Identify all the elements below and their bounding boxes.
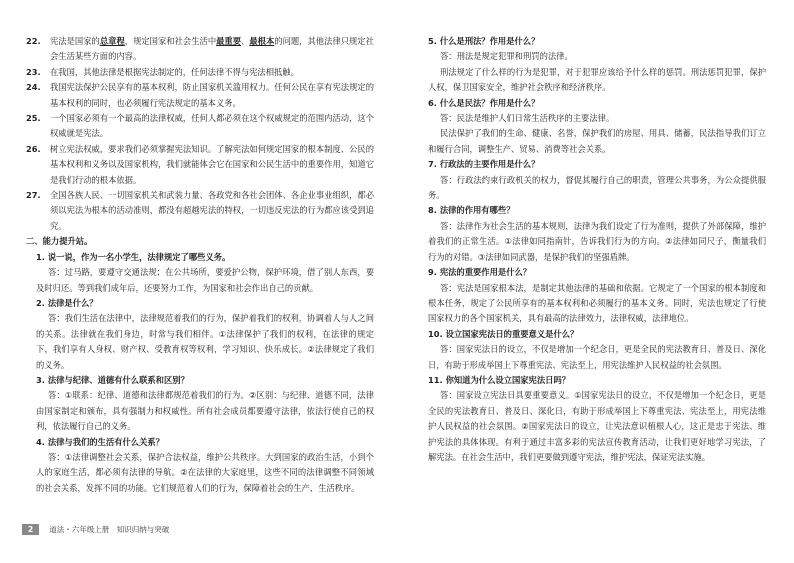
question: 1. 说一说，作为一名小学生，法律规定了哪些义务。 bbox=[36, 251, 231, 262]
question: 3. 法律与纪律、道德有什么联系和区别？ bbox=[36, 374, 189, 385]
answer-continued: 民法保护了我们的生命、健康、名誉，保护我们的房屋、用具、储蓄，民法指导我们订立和履行合同，调整生产、贸易、消费等社会关系。 bbox=[428, 128, 766, 154]
answer: 答：我们生活在法律中，法律规范着我们的行为，保护着我们的权利，协调着人与人之间的关系。法律就在我们身边，时常与我们相伴。①法律保护了我们的权利，在法律的规定下，我们享有人身权、财产权、受教育权等权利，学习知识、快乐成长。②法律规定了我们的义务。 bbox=[36, 313, 374, 370]
answer: 答：①法律调整社会关系，保护合法权益，维护公共秩序。大到国家的政治生活，小到个人的家庭生活，都必须有法律的导航。②在法律的大家庭里，这些不同的法律调整不同领域的社会关系，发挥不同的功能。它们规范着人们的行为，保障着社会的生产、生活秩序。 bbox=[36, 451, 374, 493]
question: 4. 法律与我们的生活有什么关系？ bbox=[36, 436, 164, 447]
page-number: 2 bbox=[22, 524, 39, 535]
item-number: 27. bbox=[26, 190, 41, 201]
question: 2. 法律是什么？ bbox=[36, 297, 98, 308]
item-text: 一个国家必须有一个最高的法律权威，任何人都必须在这个权威规定的范围内活动，这个权威就是宪法。 bbox=[50, 113, 374, 139]
page-footer bbox=[22, 521, 169, 537]
answer: 答：行政法约束行政机关的权力，督促其履行自己的职责，管理公共事务，为公众提供服务。 bbox=[428, 174, 766, 201]
section-title: 二、能力提升站。 bbox=[26, 236, 93, 247]
item-text: 宪法是国家的总章程，规定国家和社会生活中最重要、最根本的问题，其他法律只规定社会生活某些方面的内容。 bbox=[50, 36, 374, 62]
answer: 答：刑法是规定犯罪和刑罚的法律。 bbox=[440, 51, 573, 62]
item-text: 树立宪法权威，要求我们必须掌握宪法知识。了解宪法如何规定国家的根本制度、公民的基本权利和义务以及国家机构，我们就能体会它在国家和公民生活中的重要作用，知道它是我们行动的根本依据。 bbox=[50, 143, 374, 185]
list-item bbox=[26, 111, 374, 142]
answer: 答：民法是维护人们日常生活秩序的主要法律。 bbox=[440, 113, 615, 124]
item-number: 22. bbox=[26, 36, 41, 46]
item-text: 在我国，其他法律是根据宪法制定的，任何法律不得与宪法相抵触。 bbox=[50, 66, 299, 77]
item-number: 26. bbox=[26, 143, 41, 154]
item-text: 我国宪法保护公民享有的基本权利，防止国家机关滥用权力。任何公民在享有宪法规定的基本权利的同时，也必须履行宪法规定的基本义务。 bbox=[50, 82, 374, 108]
answer-continued: 刑法规定了什么样的行为是犯罪，对于犯罪应该给予什么样的惩罚。刑法惩罚犯罪，保护人权，保卫国家安全，维护社会秩序和经济秩序。 bbox=[428, 66, 766, 93]
answer: 答：法律作为社会生活的基本规则，法律为我们设定了行为准则，提供了外部保障，维护着我们的正常生活。①法律如同指南针，告诉我们行为的方向。②法律如同尺子，衡量我们行为的对错。③法律如同武器，是保护我们的坚强盾牌。 bbox=[428, 220, 766, 262]
question: 7. 行政法的主要作用是什么？ bbox=[428, 159, 540, 170]
list-item bbox=[26, 65, 374, 80]
question: 10. 设立国家宪法日的重要意义是什么？ bbox=[428, 328, 579, 339]
footer-text: 道法・六年级上册 知识归纳与突破 bbox=[49, 524, 170, 534]
left-column bbox=[26, 34, 374, 496]
answer: 答：①联系：纪律、道德和法律都规范着我们的行为。②区别：与纪律、道德不同，法律由国家制定和颁布，具有强制力和权威性。所有社会成员都要遵守法律，依法行使自己的权利，依法履行自己的义务。 bbox=[36, 390, 374, 432]
list-item bbox=[26, 188, 374, 234]
item-text: 全国各族人民、一切国家机关和武装力量、各政党和各社会团体、各企业事业组织，都必须以宪法为根本的活动准则，都没有超越宪法的特权，一切违反宪法的行为都应该受到追究。 bbox=[50, 190, 374, 231]
list-item bbox=[26, 142, 374, 188]
answer: 答：宪法是国家根本法，是制定其他法律的基础和依据。它规定了一个国家的根本制度和根本任务，规定了公民所享有的基本权利和必须履行的基本义务。同时，宪法也规定了行使国家权力的各个国家机关，具有最高的法律效力，法律权威，法律地位。 bbox=[428, 282, 766, 324]
item-number: 25. bbox=[26, 113, 41, 124]
question: 6. 什么是民法？作用是什么？ bbox=[428, 97, 540, 108]
item-number: 24. bbox=[26, 82, 41, 93]
right-column bbox=[418, 34, 766, 465]
list-item bbox=[26, 80, 374, 111]
answer: 答：过马路，要遵守交通法规；在公共场所，要爱护公物，保护环境，借了别人东西，要及时归还。等到我们成年后，还要努力工作，为国家和社会作出自己的贡献。 bbox=[36, 267, 374, 293]
question: 11. 你知道为什么设立国家宪法日吗？ bbox=[428, 374, 571, 385]
question: 5. 什么是刑法？作用是什么？ bbox=[428, 36, 540, 46]
list-item bbox=[26, 34, 374, 65]
answer: 答：国家宪法日的设立，不仅是增加一个纪念日，更是全民的宪法教育日、普及日、深化日，有助于形成举国上下尊重宪法、宪法至上，用宪法维护人民权益的社会氛围。 bbox=[428, 344, 766, 370]
item-number: 23. bbox=[26, 66, 41, 77]
answer: 答：国家设立宪法日具要重要意义。①国家宪法日的设立，不仅是增加一个纪念日，更是全民的宪法教育日、普及日、深化日，有助于形成举国上下尊重宪法、宪法至上，用宪法维护人民权益的社会氛围。②国家宪法日的设立，让宪法意识植根人心，这正是忠于宪法、维护宪法的具体体现。有利于通过丰富多彩的宪法宣传教育活动，让我们更好地学习宪法，了解宪法。在社会生活中，我们更要做到遵守宪法，维护宪法，保证宪法实施。 bbox=[428, 390, 766, 462]
question: 9. 宪法的重要作用是什么？ bbox=[428, 267, 532, 278]
question: 8. 法律的作用有哪些？ bbox=[428, 205, 515, 216]
